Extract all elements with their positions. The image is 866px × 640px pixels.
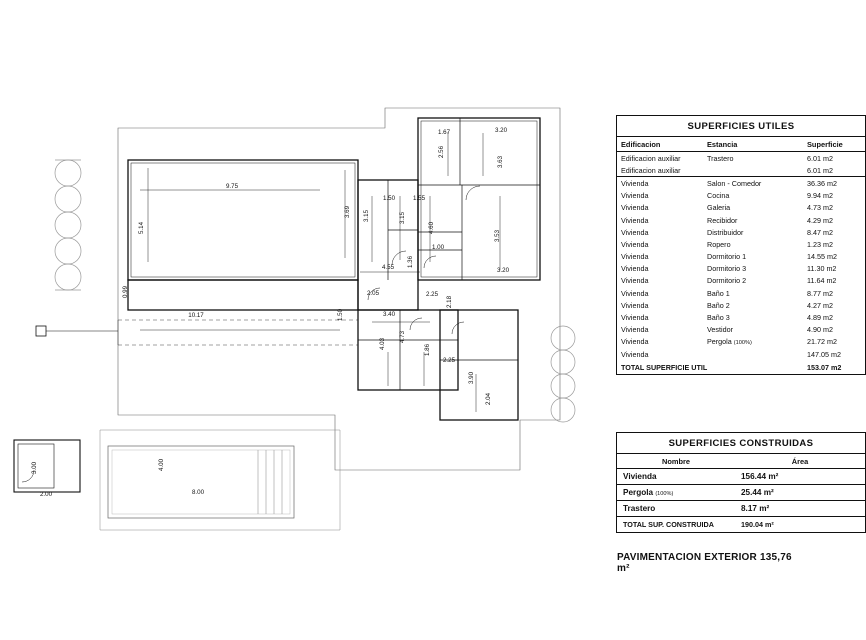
utiles-cell: 4.29 m2	[807, 215, 833, 225]
svg-text:2.25: 2.25	[425, 291, 439, 298]
table-row	[617, 469, 865, 485]
table-row	[617, 324, 865, 336]
utiles-cell: Vivienda	[621, 191, 649, 201]
utiles-cell: 11.30 m2	[807, 264, 837, 274]
utiles-cell: Vivienda	[621, 288, 649, 298]
utiles-total-value: 153.07 m2	[807, 363, 842, 373]
svg-text:1.86: 1.86	[424, 343, 431, 357]
svg-text:1.36: 1.36	[407, 255, 414, 269]
table-row	[617, 501, 865, 517]
construidas-name: Pergola (100%)	[617, 485, 735, 501]
utiles-cell: Vivienda	[621, 300, 649, 310]
utiles-cell: Vivienda	[621, 276, 649, 286]
utiles-cell: Galeria	[707, 203, 731, 213]
utiles-title: SUPERFICIES UTILES	[617, 116, 865, 137]
utiles-cell: 4.90 m2	[807, 325, 833, 335]
svg-text:5.14: 5.14	[138, 221, 145, 235]
utiles-cell	[703, 348, 803, 360]
utiles-cell: 6.01 m2	[807, 153, 833, 163]
svg-text:4.03: 4.03	[379, 337, 386, 351]
svg-text:2.00: 2.00	[39, 491, 53, 498]
svg-text:3.40: 3.40	[382, 311, 396, 318]
svg-text:2.18: 2.18	[446, 295, 453, 309]
svg-text:3.15: 3.15	[363, 209, 370, 223]
table-row	[617, 275, 865, 287]
construidas-header-nombre: Nombre	[617, 454, 735, 469]
table-row	[617, 226, 865, 238]
construidas-value: 25.44 m²	[735, 485, 865, 501]
utiles-cell: 1.23 m2	[807, 239, 833, 249]
dim-9-75: 9.75	[225, 183, 239, 190]
table-row	[617, 287, 865, 299]
utiles-cell: Cocina	[707, 191, 730, 201]
svg-text:1.00: 1.00	[431, 244, 445, 251]
svg-text:1.55: 1.55	[412, 195, 426, 202]
svg-text:3.63: 3.63	[497, 155, 504, 169]
utiles-cell: 4.73 m2	[807, 203, 833, 213]
table-row	[617, 311, 865, 323]
utiles-cell: Trastero	[707, 153, 734, 163]
svg-text:8.00: 8.00	[191, 489, 205, 496]
utiles-cell: Vivienda	[621, 325, 649, 335]
svg-text:10.17: 10.17	[188, 312, 204, 319]
utiles-cell: Edificacion auxiliar	[621, 165, 681, 175]
svg-text:3.53: 3.53	[494, 229, 501, 243]
utiles-cell: Vivienda	[621, 239, 649, 249]
svg-text:4.60: 4.60	[428, 221, 435, 235]
utiles-total-label: TOTAL SUPERFICIE UTIL	[621, 363, 708, 373]
utiles-cell: Ropero	[707, 239, 731, 249]
utiles-cell: Vivienda	[621, 252, 649, 262]
utiles-cell: Dormitorio 3	[707, 264, 747, 274]
percentage-note: (100%)	[733, 340, 752, 347]
table-row	[617, 202, 865, 214]
construidas-total-row	[617, 517, 865, 533]
table-row	[617, 238, 865, 250]
table-row	[617, 336, 865, 348]
table-row	[617, 190, 865, 202]
svg-text:3.15: 3.15	[399, 211, 406, 225]
svg-text:2.25: 2.25	[442, 357, 456, 364]
utiles-cell: 4.89 m2	[807, 313, 833, 323]
table-row	[617, 164, 865, 177]
svg-text:3.69: 3.69	[344, 205, 351, 219]
utiles-cell: Vivienda	[621, 349, 649, 359]
utiles-cell: Vestidor	[707, 325, 733, 335]
utiles-cell: Vivienda	[621, 313, 649, 323]
table-row	[617, 348, 865, 360]
utiles-cell: 147.05 m2	[807, 349, 841, 359]
construidas-total-value: 190.04 m²	[741, 520, 774, 529]
utiles-cell: Baño 1	[707, 288, 730, 298]
utiles-cell	[703, 164, 803, 177]
utiles-cell: Vivienda	[621, 227, 649, 237]
svg-text:1.50: 1.50	[337, 308, 344, 322]
svg-text:3.20: 3.20	[494, 127, 508, 134]
svg-text:3.20: 3.20	[496, 267, 510, 274]
svg-text:2.04: 2.04	[485, 392, 492, 406]
table-row	[617, 177, 865, 190]
svg-text:0.99: 0.99	[122, 285, 129, 299]
utiles-header-estancia: Estancia	[703, 137, 803, 152]
table-row	[617, 251, 865, 263]
utiles-header-superficie: Superficie	[803, 137, 865, 152]
utiles-cell: Vivienda	[621, 264, 649, 274]
utiles-cell: Pergola (100%)	[707, 337, 752, 347]
construidas-value: 156.44 m²	[735, 469, 865, 485]
svg-text:4.00: 4.00	[158, 458, 165, 472]
utiles-cell: 9.94 m2	[807, 191, 833, 201]
utiles-cell: Salon - Comedor	[703, 177, 803, 190]
superficies-utiles-table	[616, 115, 866, 375]
utiles-cell: 11.64 m2	[807, 276, 837, 286]
utiles-header-row	[617, 137, 865, 152]
construidas-title: SUPERFICIES CONSTRUIDAS	[617, 433, 865, 454]
utiles-cell: Edificacion auxiliar	[621, 153, 681, 163]
utiles-cell: 4.27 m2	[807, 300, 833, 310]
svg-text:1.50: 1.50	[382, 195, 396, 202]
utiles-header-edificacion: Edificacion	[617, 137, 703, 152]
utiles-cell: Baño 2	[707, 300, 730, 310]
pavimentacion-exterior-label: PAVIMENTACION EXTERIOR 135,76 m²	[617, 552, 792, 574]
svg-text:3.00: 3.00	[31, 461, 38, 475]
utiles-cell: Recibidor	[707, 215, 738, 225]
svg-text:1.67: 1.67	[437, 129, 451, 136]
utiles-cell: Distribuidor	[707, 227, 744, 237]
svg-text:4.55: 4.55	[381, 264, 395, 271]
table-row	[617, 152, 865, 165]
construidas-total-label: TOTAL SUP. CONSTRUIDA	[623, 520, 714, 529]
construidas-name: Trastero	[617, 501, 735, 517]
construidas-name: Vivienda	[617, 469, 735, 485]
utiles-cell: 8.77 m2	[807, 288, 833, 298]
utiles-cell: Vivienda	[621, 215, 649, 225]
svg-text:2.05: 2.05	[366, 290, 380, 297]
construidas-header-row	[617, 454, 865, 469]
utiles-cell: Baño 3	[707, 313, 730, 323]
svg-text:2.56: 2.56	[438, 145, 445, 159]
utiles-cell: 14.55 m2	[807, 252, 837, 262]
utiles-cell: Dormitorio 1	[707, 252, 747, 262]
utiles-cell: Vivienda	[621, 203, 649, 213]
utiles-total-row	[617, 360, 865, 374]
table-row	[617, 214, 865, 226]
svg-text:3.90: 3.90	[468, 371, 475, 385]
utiles-cell: 8.47 m2	[807, 227, 833, 237]
utiles-cell: Vivienda	[617, 177, 703, 190]
table-row	[617, 299, 865, 311]
construidas-header-area: Área	[735, 454, 865, 469]
utiles-cell: 36.36 m2	[803, 177, 865, 190]
table-row	[617, 263, 865, 275]
superficies-construidas-table	[616, 432, 866, 533]
percentage-note: (100%)	[655, 491, 674, 497]
utiles-cell: Vivienda	[621, 337, 649, 347]
svg-text:4.73: 4.73	[399, 330, 406, 344]
utiles-cell: 21.72 m2	[807, 337, 837, 347]
utiles-cell: 6.01 m2	[807, 165, 833, 175]
construidas-value: 8.17 m²	[735, 501, 865, 517]
table-row	[617, 485, 865, 501]
utiles-cell: Dormitorio 2	[707, 276, 747, 286]
